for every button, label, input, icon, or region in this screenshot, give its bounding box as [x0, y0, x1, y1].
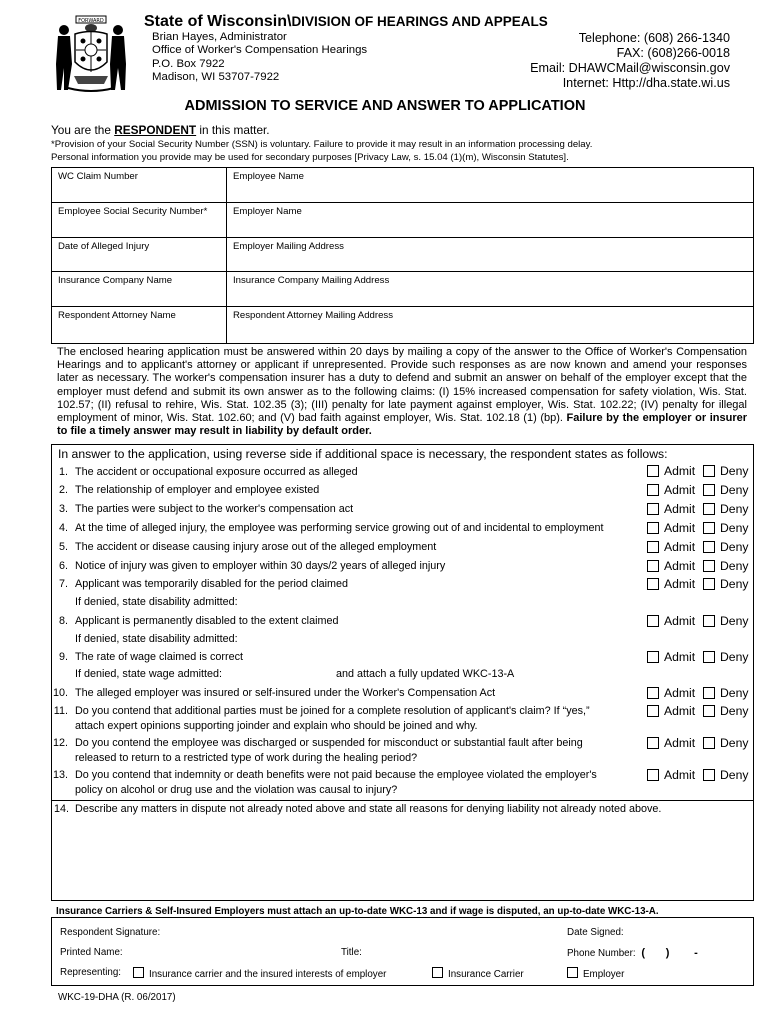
choice-label: Admit: [664, 483, 696, 497]
phone-number-field[interactable]: [567, 947, 698, 959]
choice-label: Deny: [720, 483, 749, 497]
wisconsin-seal-icon: [50, 14, 132, 94]
signature-block: [51, 917, 754, 986]
choice-label: Deny: [720, 704, 749, 718]
website: Internet: Http://dha.state.wi.us: [562, 76, 730, 90]
answer-item-text: At the time of alleged injury, the employee was performing service growing out of and incidental to employment: [75, 522, 604, 534]
contact-info: [530, 31, 730, 91]
attorney-address-field[interactable]: Respondent Attorney Mailing Address: [233, 310, 393, 322]
answer-item-text: The parties were subject to the worker's compensation act: [75, 503, 354, 515]
seal-motto: FORWARD: [78, 18, 104, 24]
choice-label: Deny: [720, 686, 749, 700]
address-line: Office of Worker's Compensation Hearings: [152, 44, 368, 57]
choice-label: Deny: [720, 521, 749, 535]
choice-label: Admit: [664, 464, 696, 478]
choice-label: Deny: [720, 464, 749, 478]
checkbox[interactable]: [703, 687, 715, 699]
choice-label: Admit: [664, 614, 696, 628]
answer-item-text: released to return to a restricted type of work during the healing period?: [75, 752, 418, 764]
answer-item-text: The alleged employer was insured or self-insured under the Worker's Compensation Act: [75, 687, 496, 699]
deny-checkbox[interactable]: [703, 614, 748, 628]
admit-checkbox[interactable]: [647, 540, 695, 554]
checkbox[interactable]: [647, 687, 659, 699]
carrier-note: Insurance Carriers & Self-Insured Employers must attach an up-to-date WKC-13 and if wage is disputed, an up-to-date WKC-13-A.: [56, 906, 659, 917]
deny-checkbox[interactable]: [703, 559, 748, 573]
checkbox[interactable]: [647, 737, 659, 749]
checkbox[interactable]: [703, 484, 715, 496]
info-row: [52, 272, 753, 307]
rep-insurance-carrier-option[interactable]: [432, 967, 524, 980]
deny-checkbox[interactable]: [703, 577, 748, 591]
deny-checkbox[interactable]: [703, 736, 748, 750]
admit-checkbox[interactable]: [647, 686, 695, 700]
answer-item-number: 13.: [52, 769, 68, 781]
choice-label: Deny: [720, 614, 749, 628]
address-line: Brian Hayes, Administrator: [152, 31, 287, 43]
employer-name-field[interactable]: Employer Name: [233, 205, 302, 217]
case-info-grid: [51, 167, 754, 344]
rep-employer-option[interactable]: [567, 967, 624, 980]
answer-item-text: The relationship of employer and employee existed: [75, 484, 320, 496]
checkbox[interactable]: [703, 769, 715, 781]
date-signed-field[interactable]: Date Signed:: [567, 927, 624, 938]
notice-body: The enclosed hearing application must be answered within 20 days by mailing a copy of the answer to the Office of Worker's Compensation Hearings and to applicant's attorney or applicant if unrepresented. Provide such responses as are now known and amend your responses later as necessary. The worker's compensation insurer has a duty to defend and submit an answer on behalf of the employer except that the employer must defend and submit its own answer as to the following claims: (I) 15% increased compensation for safety violation, Wis. Stat. 102.57; (II) refusal to rehire, Wis. Stat. 102.35 (3); (III) penalty for late payment against employer, Wis. Stat. 102.22; (IV) penalty for illegal employment of minor, Wis. Stat. 102.60; and (V) bad faith against employer, Wis. Stat. 102.18 (1) (bp).: [57, 346, 747, 425]
employee-name-field[interactable]: Employee Name: [233, 171, 304, 182]
choice-label: Admit: [664, 768, 696, 782]
answer-item-text: The accident or disease causing injury arose out of the alleged employment: [75, 541, 437, 553]
checkbox[interactable]: [703, 465, 715, 477]
checkbox[interactable]: [647, 578, 659, 590]
admit-checkbox[interactable]: [647, 559, 695, 573]
checkbox[interactable]: [647, 615, 659, 627]
choice-label: Admit: [664, 502, 696, 516]
privacy-notes: [51, 139, 592, 164]
insurance-company-field[interactable]: Insurance Company Name: [52, 272, 227, 306]
dispute-matters-field[interactable]: [51, 800, 754, 901]
checkbox[interactable]: [703, 651, 715, 663]
deny-checkbox[interactable]: [703, 502, 748, 516]
telephone: Telephone: (608) 266-1340: [578, 31, 730, 45]
choice-label: Deny: [720, 577, 749, 591]
attorney-name-field[interactable]: Respondent Attorney Name: [52, 307, 227, 343]
answer-item-number: 7.: [58, 578, 68, 590]
info-row: [52, 307, 753, 343]
rep-carrier-and-employer-option[interactable]: [133, 967, 386, 980]
choice-label: Admit: [664, 540, 696, 554]
q14-text: Describe any matters in dispute not already noted above and state all reasons for denying liability not already noted above.: [75, 803, 662, 815]
checkbox[interactable]: [703, 705, 715, 717]
division-name: DIVISION OF HEARINGS AND APPEALS: [291, 14, 548, 29]
checkbox[interactable]: [703, 615, 715, 627]
phone-paren-open: (: [641, 947, 646, 959]
representing-label: Representing:: [60, 967, 121, 978]
employee-ssn-field[interactable]: Employee Social Security Number*: [52, 203, 227, 237]
answer-item-text: If denied, state wage admitted:: [75, 668, 223, 680]
answer-item-number: 8.: [58, 615, 68, 627]
fax: FAX: (608)266-0018: [616, 46, 730, 60]
answer-item-text: The rate of wage claimed is correct: [75, 651, 244, 663]
q14-number: 14.: [54, 803, 70, 815]
deny-checkbox[interactable]: [703, 483, 748, 497]
deny-checkbox[interactable]: [703, 768, 748, 782]
respondent-suffix: in this matter.: [196, 123, 270, 137]
deny-checkbox[interactable]: [703, 686, 748, 700]
checkbox[interactable]: [647, 705, 659, 717]
address-line: P.O. Box 7922: [152, 57, 225, 70]
checkbox[interactable]: [703, 737, 715, 749]
deny-checkbox[interactable]: [703, 464, 748, 478]
checkbox[interactable]: [647, 465, 659, 477]
employer-address-field[interactable]: Employer Mailing Address: [233, 240, 344, 252]
answer-item-text: If denied, state disability admitted:: [75, 633, 238, 645]
choice-label: Admit: [664, 577, 696, 591]
email: Email: DHAWCMail@wisconsin.gov: [530, 61, 730, 75]
wage-attach-note: and attach a fully updated WKC-13-A: [336, 668, 515, 680]
answers-intro: In answer to the application, using reverse side if additional space is necessary, the respondent states as follows:: [58, 447, 668, 461]
phone-label: Phone Number:: [567, 948, 636, 959]
admit-checkbox[interactable]: [647, 577, 695, 591]
choice-label: Deny: [720, 650, 749, 664]
state-name: State of Wisconsin\: [144, 13, 292, 30]
choice-label: Admit: [664, 650, 696, 664]
admit-checkbox[interactable]: [647, 704, 695, 718]
choice-label: Deny: [720, 559, 749, 573]
admit-checkbox[interactable]: [647, 650, 695, 664]
answer-item-text: Do you contend that indemnity or death benefits were not paid because the employee violated the employer's: [75, 769, 597, 781]
privacy-note: Personal information you provide may be used for secondary purposes [Privacy Law, s. 15.04 (1)(m), Wisconsin Statutes].: [51, 151, 569, 163]
answer-item-number: 4.: [58, 522, 68, 534]
answer-item-number: 1.: [58, 466, 68, 478]
admit-checkbox[interactable]: [647, 483, 695, 497]
checkbox[interactable]: [703, 578, 715, 590]
checkbox[interactable]: [432, 967, 443, 978]
answer-item-text: Applicant is permanently disabled to the extent claimed: [75, 615, 339, 627]
checkbox[interactable]: [703, 541, 715, 553]
choice-label: Admit: [664, 559, 696, 573]
answer-item-number: 10.: [52, 687, 68, 699]
admit-checkbox[interactable]: [647, 464, 695, 478]
choice-label: Admit: [664, 521, 696, 535]
admit-checkbox[interactable]: [647, 614, 695, 628]
admit-checkbox[interactable]: [647, 502, 695, 516]
phone-dash: -: [694, 947, 698, 959]
answer-item-text: Do you contend that additional parties must be joined for a complete resolution of applicant's claim? If “yes,”: [75, 705, 590, 717]
choice-label: Admit: [664, 686, 696, 700]
choice-label: Deny: [720, 768, 749, 782]
insurance-address-field[interactable]: Insurance Company Mailing Address: [233, 275, 390, 287]
checkbox[interactable]: [647, 560, 659, 572]
answer-item-text: policy on alcohol or drug use and the violation was causal to injury?: [75, 784, 398, 796]
deny-checkbox[interactable]: [703, 521, 748, 535]
admit-checkbox[interactable]: [647, 521, 695, 535]
checkbox[interactable]: [647, 522, 659, 534]
choice-label: Deny: [720, 736, 749, 750]
checkbox[interactable]: [703, 560, 715, 572]
phone-paren-close: ): [665, 947, 670, 959]
form-title: ADMISSION TO SERVICE AND ANSWER TO APPLICATION: [184, 98, 586, 114]
choice-label: Admit: [664, 736, 696, 750]
checkbox[interactable]: [647, 484, 659, 496]
answer-item-number: 3.: [58, 503, 68, 515]
respondent-prefix: You are the: [51, 123, 115, 137]
wc-claim-number-field[interactable]: WC Claim Number: [52, 168, 227, 202]
checkbox[interactable]: [133, 967, 144, 978]
choice-label: Deny: [720, 502, 749, 516]
option-label: Insurance Carrier: [448, 969, 524, 980]
answer-item-text: attach expert opinions supporting joinder and explain who should be joined and why.: [75, 720, 478, 732]
answer-item-text: Do you contend the employee was discharged or suspended for misconduct or substantial fault after being: [75, 737, 583, 749]
answer-item-number: 6.: [58, 560, 68, 572]
answer-item-number: 12.: [52, 737, 68, 749]
info-row: [52, 203, 753, 238]
answer-item-number: 11.: [53, 705, 68, 717]
answer-item-number: 2.: [58, 484, 68, 496]
respondent-statement: [51, 123, 270, 137]
respondent-signature-field[interactable]: Respondent Signature:: [60, 927, 161, 938]
answer-notice: [57, 346, 747, 438]
checkbox[interactable]: [647, 503, 659, 515]
form-id: WKC-19-DHA (R. 06/2017): [58, 992, 176, 1003]
answers-section: [51, 444, 754, 801]
answer-item-text: Notice of injury was given to employer within 30 days/2 years of alleged injury: [75, 560, 446, 572]
checkbox[interactable]: [647, 541, 659, 553]
title-field[interactable]: Title:: [341, 947, 362, 958]
office-address: [152, 31, 367, 85]
info-row: [52, 168, 753, 203]
agency-title: [144, 13, 548, 31]
answer-item-text: Applicant was temporarily disabled for the period claimed: [75, 578, 349, 590]
injury-date-field[interactable]: Date of Alleged Injury: [52, 238, 227, 272]
admit-checkbox[interactable]: [647, 768, 695, 782]
address-line: Madison, WI 53707-7922: [152, 71, 280, 84]
answer-item-number: 5.: [58, 541, 68, 553]
ssn-note: *Provision of your Social Security Number (SSN) is voluntary. Failure to provide it may result in an information processing delay.: [51, 139, 593, 150]
respondent-role: RESPONDENT: [114, 123, 197, 137]
checkbox[interactable]: [647, 651, 659, 663]
choice-label: Deny: [720, 540, 749, 554]
option-label: Insurance carrier and the insured interests of employer: [149, 969, 387, 980]
answer-item-text: The accident or occupational exposure occurred as alleged: [75, 466, 358, 478]
deny-checkbox[interactable]: [703, 540, 748, 554]
printed-name-field[interactable]: Printed Name:: [60, 947, 123, 958]
deny-checkbox[interactable]: [703, 650, 748, 664]
option-label: Employer: [583, 969, 625, 980]
notice-warning: Failure by the employer or insurer to file a timely answer may result in liability by default order.: [57, 412, 747, 438]
choice-label: Admit: [664, 704, 696, 718]
checkbox[interactable]: [703, 503, 715, 515]
admit-checkbox[interactable]: [647, 736, 695, 750]
answer-item-text: If denied, state disability admitted:: [75, 596, 238, 608]
deny-checkbox[interactable]: [703, 704, 748, 718]
checkbox[interactable]: [647, 769, 659, 781]
info-row: [52, 238, 753, 273]
checkbox[interactable]: [567, 967, 578, 978]
checkbox[interactable]: [703, 522, 715, 534]
answer-item-number: 9.: [58, 651, 68, 663]
